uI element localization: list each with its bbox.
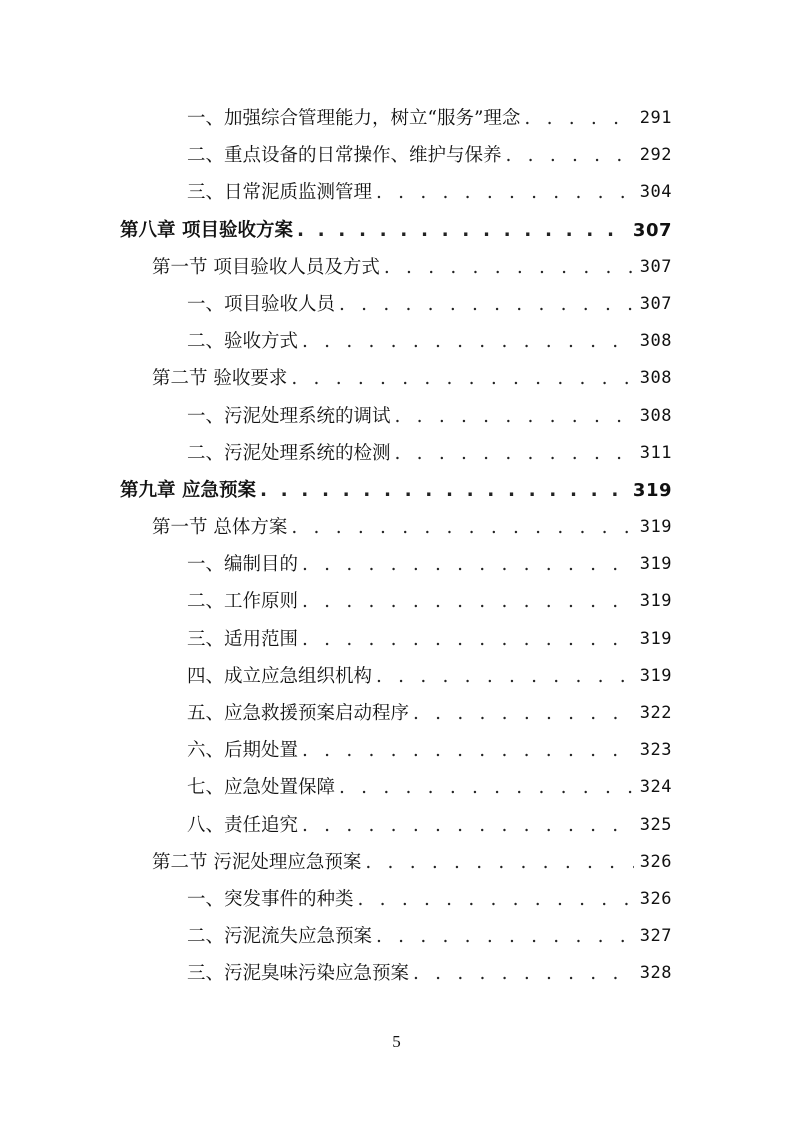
toc-entry[interactable] (0, 360, 793, 397)
toc-entry[interactable] (0, 100, 793, 137)
toc-dot-leader (297, 212, 627, 249)
toc-entry-page: 327 (639, 926, 672, 947)
toc-entry[interactable] (0, 769, 793, 806)
toc-entry[interactable] (0, 546, 793, 583)
toc-entry-title: 三、日常泥质监测管理 (187, 182, 373, 204)
toc-dot-leader (395, 435, 634, 472)
toc-entry[interactable] (0, 918, 793, 955)
toc-entry-page: 308 (639, 405, 672, 426)
toc-entry-title: 第八章 项目验收方案 (120, 219, 293, 241)
toc-entry-page: 307 (632, 219, 672, 241)
toc-entry-title: 一、项目验收人员 (187, 293, 336, 315)
toc-entry-title: 七、应急处置保障 (187, 777, 336, 799)
toc-entry-page: 325 (639, 814, 672, 835)
toc-dot-leader (291, 509, 633, 546)
toc-entry-title: 三、适用范围 (187, 628, 299, 650)
toc-entry[interactable] (0, 174, 793, 211)
toc-entry-page: 292 (639, 145, 672, 166)
toc-entry-page: 311 (639, 442, 672, 463)
toc-dot-leader (413, 695, 634, 732)
toc-entry[interactable] (0, 435, 793, 472)
toc-entry-title: 二、污泥流失应急预案 (187, 926, 373, 948)
toc-entry-title: 五、应急救援预案启动程序 (187, 703, 410, 724)
toc-entry-title: 一、加强综合管理能力，树立“服务”理念 (187, 108, 521, 129)
toc-entry[interactable] (0, 212, 793, 249)
toc-entry-title: 四、成立应急组织机构 (187, 665, 373, 687)
toc-entry[interactable] (0, 658, 793, 695)
toc-entry-title: 第二节 污泥处理应急预案 (152, 851, 362, 873)
toc-entry[interactable] (0, 732, 793, 769)
toc-entry-page: 319 (639, 665, 672, 686)
toc-entry-title: 二、污泥处理系统的检测 (187, 442, 391, 464)
toc-entry[interactable] (0, 509, 793, 546)
toc-dot-leader (291, 360, 633, 397)
toc-entry-page: 319 (639, 517, 672, 538)
toc-entry[interactable] (0, 695, 793, 732)
toc-entry-page: 307 (639, 293, 672, 314)
toc-dot-leader (413, 955, 634, 992)
toc-dot-leader (358, 881, 634, 918)
toc-entry-page: 304 (639, 182, 672, 203)
toc-dot-leader (395, 398, 634, 435)
toc-dot-leader (376, 918, 634, 955)
toc-entry-page: 328 (639, 963, 672, 984)
toc-dot-leader (302, 546, 634, 583)
toc-entry[interactable] (0, 472, 793, 509)
toc-entry-title: 第九章 应急预案 (120, 479, 256, 501)
page-number: 5 (392, 1032, 401, 1051)
toc-entry-title: 二、工作原则 (187, 591, 299, 613)
toc-entry-title: 第一节 总体方案 (152, 517, 288, 539)
toc-entry-title: 一、编制目的 (187, 554, 299, 576)
toc-entry[interactable] (0, 621, 793, 658)
toc-entry-page: 322 (639, 703, 672, 723)
toc-dot-leader (302, 583, 634, 620)
toc-entry[interactable] (0, 286, 793, 323)
toc-dot-leader (302, 621, 634, 658)
toc-dot-leader (260, 472, 627, 509)
toc-entry-page: 308 (639, 368, 672, 389)
toc-entry-title: 一、突发事件的种类 (187, 888, 354, 910)
toc-entry-title: 二、重点设备的日常操作、维护与保养 (187, 145, 502, 167)
toc-dot-leader (339, 286, 634, 323)
toc-entry[interactable] (0, 844, 793, 881)
toc-entry[interactable] (0, 583, 793, 620)
toc-entry-page: 324 (639, 777, 672, 798)
toc-entry[interactable] (0, 807, 793, 844)
toc-dot-leader (384, 249, 634, 286)
toc-entry-title: 八、责任追究 (187, 814, 299, 836)
toc-entry-title: 六、后期处置 (187, 740, 299, 762)
toc-entry-title: 二、验收方式 (187, 331, 299, 353)
toc-entry-page: 326 (639, 888, 672, 909)
toc-entry-page: 291 (639, 108, 672, 128)
toc-entry[interactable] (0, 323, 793, 360)
toc-entry-page: 308 (639, 331, 672, 352)
toc-dot-leader (339, 769, 634, 806)
toc-entry-page: 307 (639, 256, 672, 277)
toc-entry-title: 第一节 项目验收人员及方式 (152, 256, 380, 278)
toc-entry[interactable] (0, 398, 793, 435)
toc-entry[interactable] (0, 955, 793, 992)
toc-dot-leader (376, 174, 634, 211)
toc-entry-page: 323 (639, 740, 672, 761)
toc-entry-page: 319 (639, 591, 672, 612)
table-of-contents (0, 100, 793, 993)
toc-entry-page: 319 (639, 554, 672, 575)
toc-dot-leader (302, 323, 634, 360)
toc-dot-leader (302, 807, 634, 844)
toc-dot-leader (506, 137, 634, 174)
toc-entry-title: 一、污泥处理系统的调试 (187, 405, 391, 427)
toc-dot-leader (524, 100, 633, 137)
toc-entry-page: 319 (639, 628, 672, 649)
toc-dot-leader (365, 844, 633, 881)
toc-dot-leader (302, 732, 634, 769)
toc-entry-page: 326 (639, 851, 672, 872)
toc-entry-title: 三、污泥臭味污染应急预案 (187, 963, 410, 985)
toc-dot-leader (376, 658, 634, 695)
toc-entry-page: 319 (632, 479, 672, 501)
toc-entry[interactable] (0, 249, 793, 286)
toc-entry-title: 第二节 验收要求 (152, 368, 288, 390)
toc-entry[interactable] (0, 881, 793, 918)
toc-entry[interactable] (0, 137, 793, 174)
